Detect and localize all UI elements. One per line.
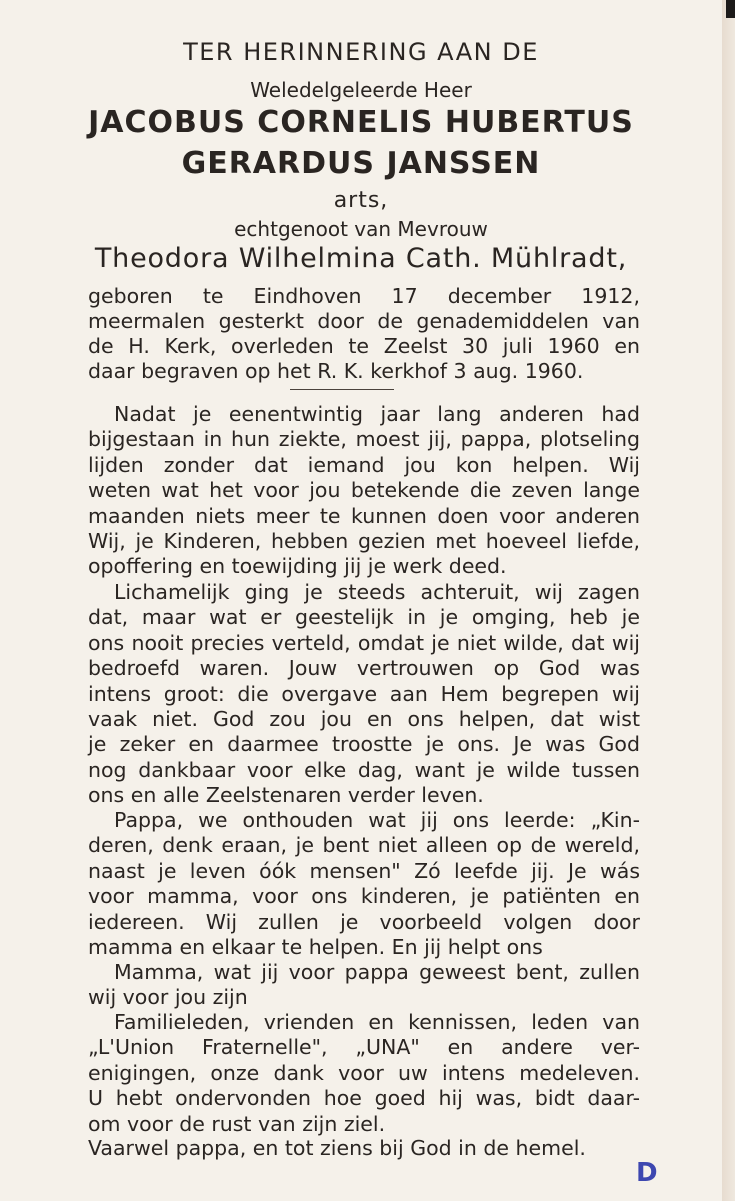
- notice-line: daar begraven op het R. K. kerkhof 3 aug. 1960.: [88, 359, 584, 383]
- notice-line: de H. Kerk, overleden te Zeelst 30 juli 1960 en: [88, 334, 640, 358]
- paragraph-2: [88, 580, 640, 809]
- text-line: U hebt ondervonden hoe goed hij was, bidt daar-: [88, 1086, 640, 1111]
- text-line: bijgestaan in hun ziekte, moest jij, pappa, plotseling: [88, 427, 640, 452]
- notice-line: geboren te Eindhoven 17 december 1912,: [88, 284, 640, 308]
- deceased-name-line1: JACOBUS CORNELIS HUBERTUS: [88, 105, 634, 140]
- text-line: voor mamma, voor ons kinderen, je patiënten en: [88, 884, 640, 909]
- text-line: lijden zonder dat iemand jou kon helpen. Wij: [88, 452, 640, 477]
- text-line: Lichamelijk ging je steeds achteruit, wij zagen: [114, 580, 640, 604]
- paragraph-6: [88, 1136, 640, 1161]
- text-line: Mamma, wat jij voor pappa geweest bent, zullen: [114, 960, 640, 984]
- text-line: ons en alle Zeelstenaren verder leven.: [88, 783, 484, 808]
- text-line: „L'Union Fraternelle", „UNA" en andere ver-: [88, 1035, 640, 1060]
- text-line: Pappa, we onthouden wat jij ons leerde: „Kin-: [114, 808, 640, 832]
- text-line: mamma en elkaar te helpen. En jij helpt ons: [88, 934, 543, 959]
- text-line: je zeker en daarmee troostte je ons. Je was God: [88, 732, 640, 757]
- text-line: enigingen, onze dank voor uw intens medeleven.: [88, 1060, 640, 1085]
- text-line: Vaarwel pappa, en tot ziens bij God in de hemel.: [88, 1136, 586, 1160]
- paragraph-3: [88, 808, 640, 960]
- profession: arts,: [333, 188, 389, 213]
- divider: [290, 389, 394, 390]
- text-line: naast je leven óók mensen" Zó leefde jij. Je wás: [88, 858, 640, 883]
- text-line: wij voor jou zijn: [88, 985, 248, 1010]
- paragraph-5: [88, 1010, 640, 1137]
- notice-line: meermalen gesterkt door de genademiddelen van: [88, 309, 640, 333]
- text-line: opoffering en toewijding jij je werk deed.: [88, 554, 507, 579]
- spouse-name: Theodora Wilhelmina Cath. Mühlradt,: [94, 243, 628, 274]
- text-line: Wij, je Kinderen, hebben gezien met hoeveel liefde,: [88, 528, 640, 553]
- paragraph-4: [88, 960, 640, 1011]
- text-line: Familieleden, vrienden en kennissen, leden van: [114, 1010, 640, 1034]
- card-edge: [722, 0, 735, 1201]
- text-line: bedroefd waren. Jouw vertrouwen op God was: [88, 656, 640, 681]
- deceased-name-line2: GERARDUS JANSSEN: [181, 146, 541, 181]
- text-line: deren, denk eraan, je bent niet alleen op de wereld,: [88, 833, 640, 858]
- heading-remembrance: TER HERINNERING AAN DE: [183, 38, 539, 66]
- text-line: Nadat je eenentwintig jaar lang anderen had: [114, 402, 640, 426]
- text-line: ons nooit precies verteld, omdat je niet wilde, dat wij: [88, 630, 640, 655]
- text-line: nog dankbaar voor elke dag, want je wilde tussen: [88, 757, 640, 782]
- paragraph-1: [88, 402, 640, 580]
- handwritten-mark: D: [636, 1158, 658, 1188]
- scan-corner: [726, 0, 735, 18]
- text-line: maanden niets meer te kunnen doen voor anderen: [88, 503, 640, 528]
- spouse-intro: echtgenoot van Mevrouw: [234, 217, 488, 241]
- text-line: dat, maar wat er geestelijk in je omging, heb je: [88, 605, 640, 630]
- text-line: intens groot: die overgave aan Hem begrepen wij: [88, 681, 640, 706]
- text-line: weten wat het voor jou betekende die zeven lange: [88, 478, 640, 503]
- text-line: iedereen. Wij zullen je voorbeeld volgen door: [88, 909, 640, 934]
- honorific: Weledelgeleerde Heer: [250, 78, 472, 102]
- text-line: vaak niet. God zou jou en ons helpen, dat wist: [88, 706, 640, 731]
- text-line: om voor de rust van zijn ziel.: [88, 1111, 386, 1136]
